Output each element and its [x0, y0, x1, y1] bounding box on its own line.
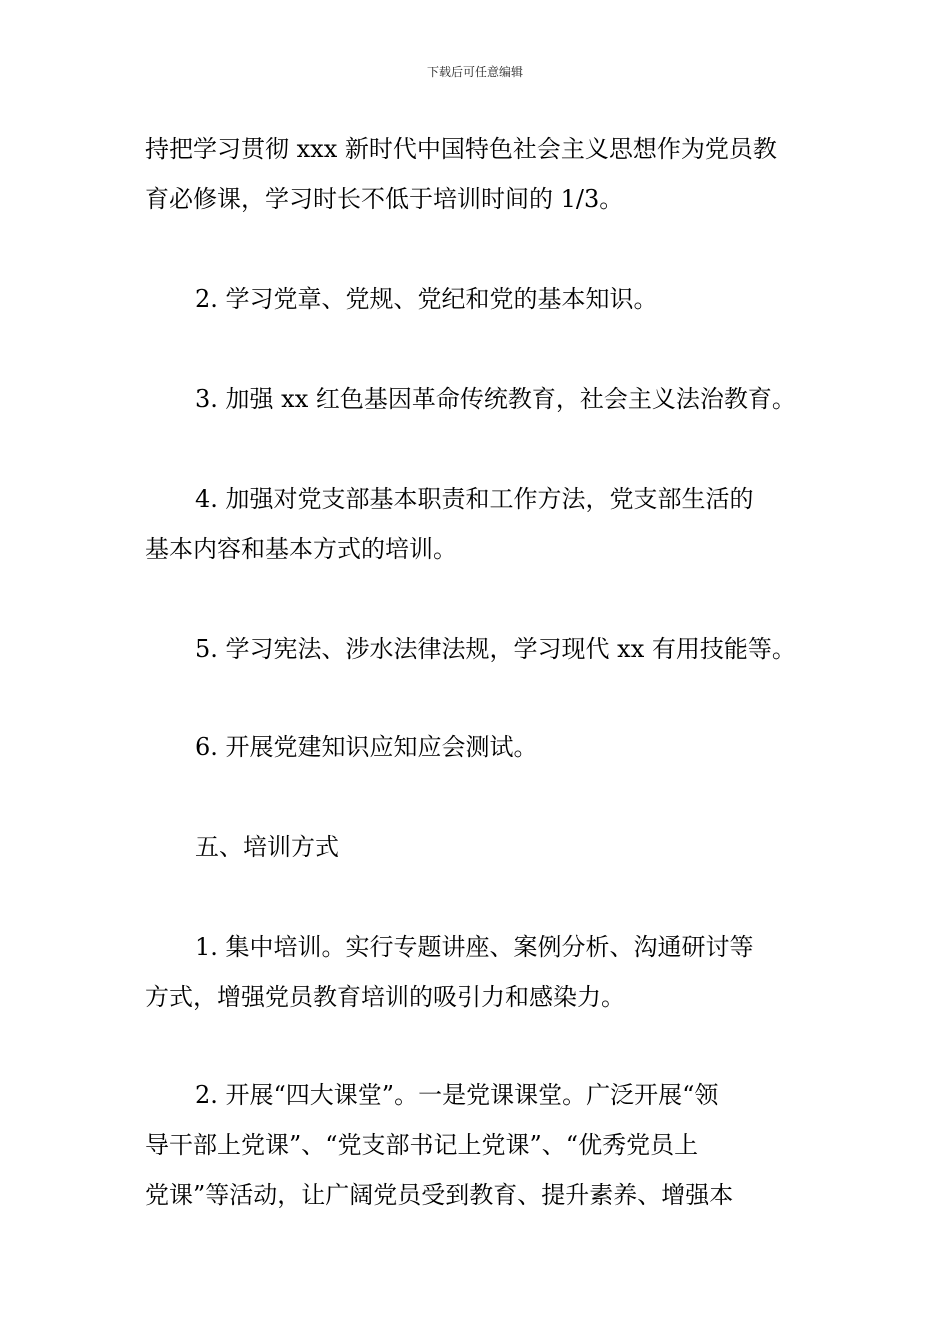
section-heading-training-methods [145, 822, 811, 872]
text-line: 导干部上党课”、“党支部书记上党课”、“优秀党员上 [145, 1131, 699, 1159]
text-line: 2. 开展“四大课堂”。一是党课课堂。广泛开展“领 [195, 1081, 719, 1109]
paragraph-item-4 [145, 474, 811, 574]
paragraph-item-6 [145, 722, 811, 772]
paragraph-study-thought [145, 124, 811, 224]
text-line: 五、培训方式 [195, 833, 339, 861]
page-header: 下载后可任意编辑 [426, 65, 523, 79]
paragraph-item-5 [145, 624, 811, 674]
text-line: 6. 开展党建知识应知应会测试。 [195, 733, 538, 761]
text-line: 1. 集中培训。实行专题讲座、案例分析、沟通研讨等 [195, 933, 754, 961]
paragraph-item-2 [145, 274, 811, 324]
text-line: 4. 加强对党支部基本职责和工作方法，党支部生活的 [195, 485, 754, 513]
text-line: 方式，增强党员教育培训的吸引力和感染力。 [145, 983, 625, 1011]
paragraph-method-2 [145, 1070, 811, 1220]
text-line: 5. 学习宪法、涉水法律法规，学习现代 xx 有用技能等。 [195, 635, 796, 663]
text-line: 3. 加强 xx 红色基因革命传统教育，社会主义法治教育。 [195, 385, 796, 413]
paragraph-method-1 [145, 922, 811, 1022]
text-line: 2. 学习党章、党规、党纪和党的基本知识。 [195, 285, 658, 313]
text-line: 党课”等活动，让广阔党员受到教育、提升素养、增强本 [145, 1181, 734, 1209]
text-line: 基本内容和基本方式的培训。 [145, 535, 457, 563]
paragraph-item-3 [145, 374, 811, 424]
text-line: 持把学习贯彻 xxx 新时代中国特色社会主义思想作为党员教 [145, 135, 777, 163]
text-line: 育必修课，学习时长不低于培训时间的 1/3。 [145, 185, 624, 213]
